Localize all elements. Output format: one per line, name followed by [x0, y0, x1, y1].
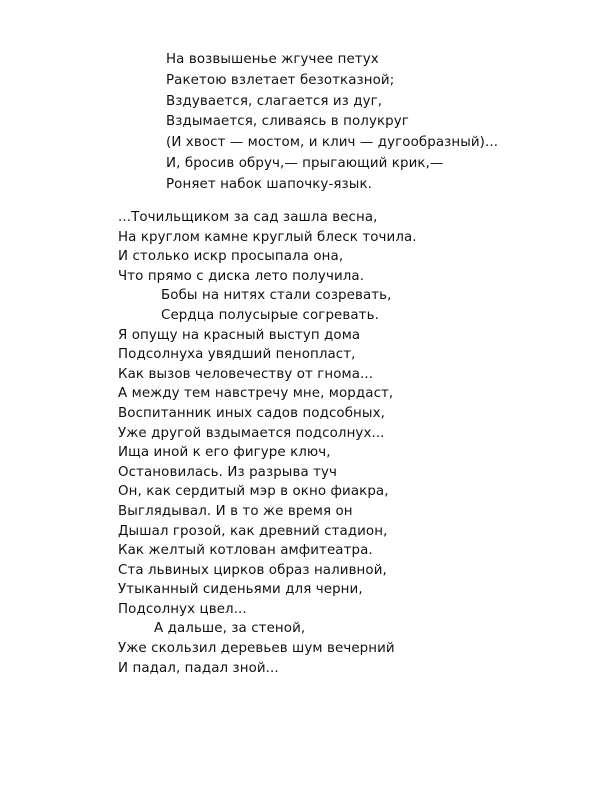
poem-line: Ста львиных цирков образ наливной,: [118, 562, 387, 578]
stanza-1: [166, 50, 498, 196]
poem-line: Воспитанник иных садов подсобных,: [118, 405, 385, 421]
poem-line: Уже другой вздымается подсолнух...: [118, 425, 385, 441]
poem-line: И столько искр просыпала она,: [118, 249, 344, 265]
poem-line: Выглядывал. И в то же время он: [118, 503, 353, 519]
poem-line: ...Точильщиком за сад зашла весна,: [118, 210, 378, 225]
poem-line: Ища иной к его фигуре ключ,: [118, 445, 331, 461]
poem-line: Роняет набок шапочку-язык.: [166, 176, 372, 192]
poem-line: Как вызов человечеству от гнома...: [118, 366, 374, 382]
poem-line: Вздувается, слагается из дуг,: [166, 93, 383, 109]
poem-line: На круглом камне круглый блеск точила.: [118, 229, 417, 245]
poem-line: Он, как сердитый мэр в окно фиакра,: [118, 484, 389, 500]
poem-line: И падал, падал зной...: [118, 660, 279, 676]
poem-line-indented: А дальше, за стеной,: [154, 621, 306, 637]
poem-line: На возвышенье жгучее петух: [166, 52, 379, 67]
poem-line: Остановилась. Из разрыва туч: [118, 464, 338, 480]
poem-line: Я опущу на красный выступ дома: [118, 327, 361, 343]
poem-line: А между тем навстречу мне, мордаст,: [118, 386, 394, 402]
poem-line-indented: Бобы на нитях стали созревать,: [161, 288, 392, 304]
poem-line: Дышал грозой, как древний стадион,: [118, 523, 388, 539]
poem-line: Уже скользил деревьев шум вечерний: [118, 641, 395, 657]
poem-line-indented: Сердца полусырые согревать.: [161, 307, 379, 323]
poem-line: Подсолнуха увядший пенопласт,: [118, 347, 356, 363]
stanza-2: [118, 208, 417, 678]
poem-line: (И хвост — мостом, и клич — дугообразный)...: [166, 135, 499, 151]
poem-line: Что прямо с диска лето получила.: [118, 268, 365, 284]
poem-line: Ракетою взлетает безотказной;: [166, 72, 395, 88]
poem-line: Утыканный сиденьями для черни,: [118, 582, 363, 598]
poem-line: И, бросив обруч,— прыгающий крик,—: [166, 155, 444, 171]
poem-line: Вздымается, сливаясь в полукруг: [166, 114, 409, 130]
poem-line: Подсолнух цвел...: [118, 601, 247, 617]
poem-line: Как желтый котлован амфитеатра.: [118, 543, 373, 559]
